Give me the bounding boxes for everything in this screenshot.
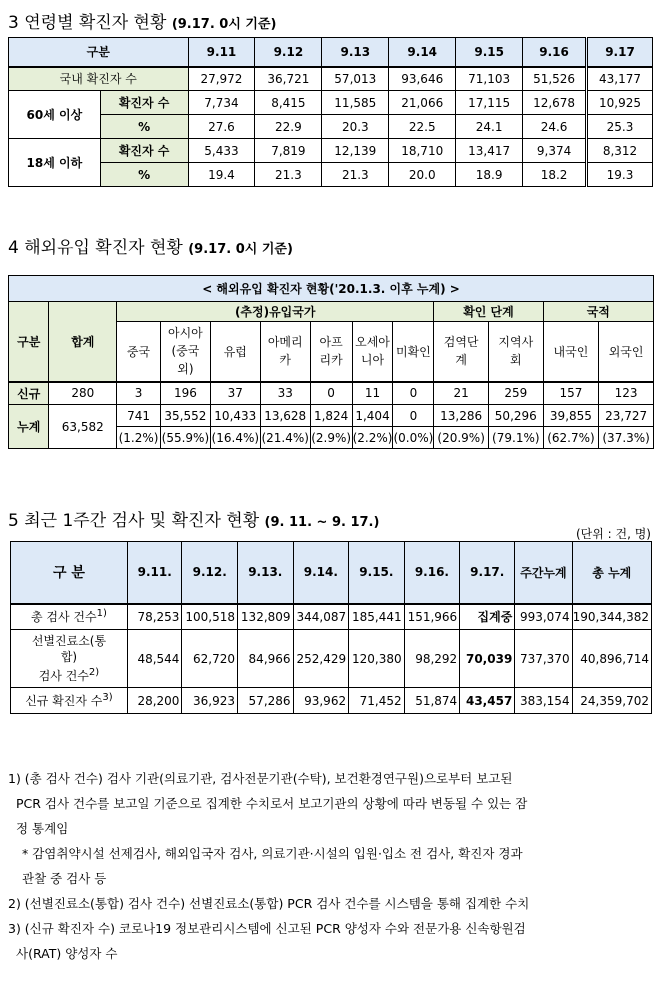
age18-label: 18세 이하 — [9, 139, 101, 187]
row1-label: 총 검사 건수$^{1)}$ — [11, 604, 128, 630]
cell: 36,923 — [182, 688, 238, 714]
cell: 21,066 — [389, 91, 456, 115]
country-header: 유럽 — [210, 322, 260, 382]
cell: 98,292 — [404, 630, 460, 688]
date-header: 9.17 — [587, 38, 653, 67]
cell: 43,177 — [587, 67, 653, 91]
cell: 40,896,714 — [572, 630, 651, 688]
cell: 8,312 — [587, 139, 653, 163]
cell: 10,925 — [587, 91, 653, 115]
note-line: * 감염취약시설 선제검사, 해외입국자 검사, 의료기관·시설의 입원·입소 전 검사, 확진자 경과 — [22, 846, 523, 861]
cell: 84,966 — [238, 630, 294, 688]
cell: 5,433 — [188, 139, 255, 163]
cell: 24,359,702 — [572, 688, 651, 714]
cell: 28,200 — [127, 688, 182, 714]
date-header: 9.13. — [238, 542, 294, 604]
cell: (2.9%) — [310, 427, 352, 449]
cell: 21.3 — [255, 163, 322, 187]
weekly-header: 주간누계 — [515, 542, 572, 604]
country-header: 아프 리카 — [310, 322, 352, 382]
date-header: 9.14 — [389, 38, 456, 67]
cell: 43,457 — [460, 688, 515, 714]
cum-total: 63,582 — [49, 405, 117, 449]
cell: 737,370 — [515, 630, 572, 688]
cell: (21.4%) — [260, 427, 310, 449]
total-header: 총 누계 — [572, 542, 651, 604]
footnotes — [8, 766, 529, 966]
cell: 22.5 — [389, 115, 456, 139]
cell: 48,544 — [127, 630, 182, 688]
new-label: 신규 — [9, 382, 49, 405]
cell: 13,417 — [456, 139, 523, 163]
cell: 344,087 — [293, 604, 349, 630]
cell: (62.7%) — [543, 427, 599, 449]
col-gubun: 구분 — [9, 302, 49, 382]
cell: 35,552 — [160, 405, 210, 427]
overseas-banner: < 해외유입 확진자 현황('20.1.3. 이후 누계) > — [9, 276, 654, 302]
cell: 741 — [117, 405, 161, 427]
unit-label: (단위 : 건, 명) — [575, 527, 651, 541]
cell: 0 — [393, 405, 434, 427]
age-table — [8, 37, 653, 187]
nation-header: 외국인 — [599, 322, 654, 382]
cell: 132,809 — [238, 604, 294, 630]
country-header: 오세아 니아 — [352, 322, 393, 382]
header-corner: 구 분 — [11, 542, 128, 604]
date-header: 9.16 — [523, 38, 587, 67]
cell: (1.2%) — [117, 427, 161, 449]
cell: 185,441 — [349, 604, 405, 630]
cell: 0 — [310, 382, 352, 405]
cell: (37.3%) — [599, 427, 654, 449]
cell: 25.3 — [587, 115, 653, 139]
cell: 36,721 — [255, 67, 322, 91]
cell: 70,039 — [460, 630, 515, 688]
date-header: 9.11 — [188, 38, 255, 67]
cell: 집계중 — [460, 604, 515, 630]
new-total: 280 — [49, 382, 117, 405]
group-country: (추정)유입국가 — [117, 302, 434, 322]
cell: 71,103 — [456, 67, 523, 91]
cell: 17,115 — [456, 91, 523, 115]
cell: 71,452 — [349, 688, 405, 714]
cell: 20.0 — [389, 163, 456, 187]
cell: (20.9%) — [434, 427, 489, 449]
note-line: 2) (선별진료소(통합) 검사 건수) 선별진료소(통합) PCR 검사 건수를 시스템을 통해 집계한 수치 — [8, 896, 530, 911]
group-confirm: 확인 단계 — [434, 302, 543, 322]
note-line: 관찰 중 검사 등 — [22, 871, 107, 886]
cell: 57,286 — [238, 688, 294, 714]
weekly-table — [10, 541, 652, 714]
cell: 1,824 — [310, 405, 352, 427]
cell: 196 — [160, 382, 210, 405]
cell: 62,720 — [182, 630, 238, 688]
cell: 24.6 — [523, 115, 587, 139]
cell: 12,139 — [322, 139, 389, 163]
cell: 24.1 — [456, 115, 523, 139]
domestic-row — [9, 67, 653, 91]
cell: 259 — [488, 382, 543, 405]
cell: 93,646 — [389, 67, 456, 91]
domestic-label: 국내 확진자 수 — [9, 67, 189, 91]
section3-title: 3 연령별 확진자 현황 (9.17. 0시 기준) — [8, 13, 277, 33]
cell: 57,013 — [322, 67, 389, 91]
country-header: 아메리 카 — [260, 322, 310, 382]
overseas-table — [8, 275, 654, 449]
cell: 50,296 — [488, 405, 543, 427]
note-line: PCR 검사 건수를 보고일 기준으로 집계한 수치로서 보고기관의 상황에 따라 변동될 수 있는 잠 — [16, 796, 528, 811]
date-header: 9.11. — [127, 542, 182, 604]
cell: 18.9 — [456, 163, 523, 187]
cell: 993,074 — [515, 604, 572, 630]
cell: 93,962 — [293, 688, 349, 714]
cell: 11 — [352, 382, 393, 405]
note-line: 정 통계임 — [16, 821, 69, 836]
pct-label: % — [100, 163, 188, 187]
cell: 51,526 — [523, 67, 587, 91]
cell: 100,518 — [182, 604, 238, 630]
cell: 10,433 — [210, 405, 260, 427]
date-header: 9.12 — [255, 38, 322, 67]
row3-label: 신규 확진자 수$^{3)}$ — [11, 688, 128, 714]
cell: 21.3 — [322, 163, 389, 187]
date-header: 9.13 — [322, 38, 389, 67]
cell: 27,972 — [188, 67, 255, 91]
date-header: 9.15 — [456, 38, 523, 67]
cell: (2.2%) — [352, 427, 393, 449]
cell: 0 — [393, 382, 434, 405]
cell: 78,253 — [127, 604, 182, 630]
cell: 33 — [260, 382, 310, 405]
note-line: 1) (총 검사 건수) 검사 기관(의료기관, 검사전문기관(수탁), 보건환경연구원)으로부터 보고된 — [8, 771, 513, 786]
cell: 18.2 — [523, 163, 587, 187]
cum-label: 누계 — [9, 405, 49, 449]
cell: 8,415 — [255, 91, 322, 115]
cell: 21 — [434, 382, 489, 405]
cell: 9,374 — [523, 139, 587, 163]
cell: 18,710 — [389, 139, 456, 163]
cell: 22.9 — [255, 115, 322, 139]
cell: 20.3 — [322, 115, 389, 139]
count-label: 확진자 수 — [100, 139, 188, 163]
date-header: 9.12. — [182, 542, 238, 604]
cell: 252,429 — [293, 630, 349, 688]
country-header: 중국 — [117, 322, 161, 382]
date-header: 9.15. — [349, 542, 405, 604]
cell: 39,855 — [543, 405, 599, 427]
cell: 157 — [543, 382, 599, 405]
row2-label: 선별진료소(통 합) 검사 건수$^{2)}$ — [11, 630, 128, 688]
cell: 37 — [210, 382, 260, 405]
date-header: 9.16. — [404, 542, 460, 604]
country-header: 미확인 — [393, 322, 434, 382]
cell: 51,874 — [404, 688, 460, 714]
cell: (55.9%) — [160, 427, 210, 449]
country-header: 아시아 (중국 외) — [160, 322, 210, 382]
cell: (0.0%) — [393, 427, 434, 449]
cell: 1,404 — [352, 405, 393, 427]
cell: 19.3 — [587, 163, 653, 187]
cell: 12,678 — [523, 91, 587, 115]
cell: 27.6 — [188, 115, 255, 139]
confirm-header: 검역단 계 — [434, 322, 489, 382]
age60-label: 60세 이상 — [9, 91, 101, 139]
cell: 13,286 — [434, 405, 489, 427]
section5-title: 5 최근 1주간 검사 및 확진자 현황 (9. 11. ~ 9. 17.) — [8, 511, 380, 531]
count-label: 확진자 수 — [100, 91, 188, 115]
group-nation: 국적 — [543, 302, 653, 322]
header-corner: 구분 — [9, 38, 189, 67]
cell: 7,819 — [255, 139, 322, 163]
cell: 3 — [117, 382, 161, 405]
date-header: 9.14. — [293, 542, 349, 604]
cell: 11,585 — [322, 91, 389, 115]
note-line: 사(RAT) 양성자 수 — [16, 946, 118, 961]
cell: 123 — [599, 382, 654, 405]
cell: 190,344,382 — [572, 604, 651, 630]
pct-label: % — [100, 115, 188, 139]
confirm-header: 지역사 회 — [488, 322, 543, 382]
cell: 19.4 — [188, 163, 255, 187]
cell: 7,734 — [188, 91, 255, 115]
cell: 23,727 — [599, 405, 654, 427]
cell: 383,154 — [515, 688, 572, 714]
note-line: 3) (신규 확진자 수) 코로나19 정보관리시스템에 신고된 PCR 양성자 수와 전문가용 신속항원검 — [8, 921, 526, 936]
cell: 13,628 — [260, 405, 310, 427]
cell: 151,966 — [404, 604, 460, 630]
cell: 120,380 — [349, 630, 405, 688]
cell: (79.1%) — [488, 427, 543, 449]
nation-header: 내국인 — [543, 322, 599, 382]
col-total: 합계 — [49, 302, 117, 382]
cell: (16.4%) — [210, 427, 260, 449]
date-header: 9.17. — [460, 542, 515, 604]
section4-title: 4 해외유입 확진자 현황 (9.17. 0시 기준) — [8, 238, 293, 258]
